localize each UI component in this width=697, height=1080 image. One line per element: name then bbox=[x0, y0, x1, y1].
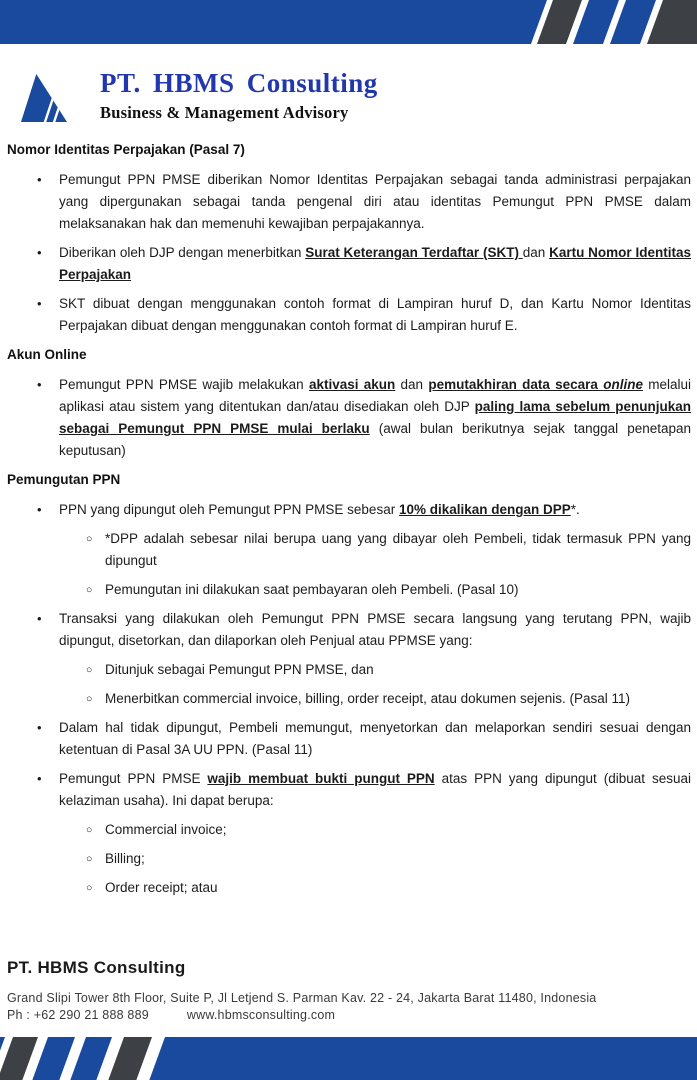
bullet-text: Commercial invoice; bbox=[105, 822, 227, 837]
footer-company-name: PT. HBMS Consulting bbox=[7, 958, 186, 977]
footer-address: Grand Slipi Tower 8th Floor, Suite P, Jl Letjend S. Parman Kav. 22 - 24, Jakarta Barat 11480, Indonesia bbox=[7, 991, 597, 1005]
diagonal-stripe bbox=[32, 1037, 75, 1080]
bullet-text: PPN yang dipungut oleh Pemungut PPN PMSE sebesar 10% dikalikan dengan DPP*. bbox=[59, 502, 580, 517]
bullet-circle-icon: ○ bbox=[86, 584, 93, 596]
bullet-circle-icon: ○ bbox=[86, 853, 93, 865]
document-body bbox=[0, 133, 697, 906]
footer-website: www.hbmsconsulting.com bbox=[186, 1008, 336, 1022]
diagonal-stripe bbox=[108, 1037, 152, 1080]
company-name: PT. HBMS Consulting bbox=[100, 68, 378, 98]
company-tagline: Business & Management Advisory bbox=[100, 103, 349, 122]
header-decoration-bar bbox=[0, 0, 697, 44]
bullet-disc-icon: • bbox=[37, 377, 42, 392]
bullet-text: Dalam hal tidak dipungut, Pembeli memungut, menyetorkan dan melaporkan sendiri sesuai dengan ketentuan di Pasal 3A UU PPN. (Pasal 11) bbox=[59, 720, 691, 757]
bullet-item bbox=[7, 717, 691, 761]
bullet-disc-icon: • bbox=[37, 720, 42, 735]
bullet-circle-icon: ○ bbox=[86, 664, 93, 676]
bullet-text: Pemungutan ini dilakukan saat pembayaran oleh Pembeli. (Pasal 10) bbox=[105, 582, 519, 597]
bullet-item bbox=[7, 242, 691, 286]
bullet-circle-icon: ○ bbox=[86, 882, 93, 894]
footer-decoration-bar bbox=[0, 1037, 697, 1080]
bullet-item bbox=[7, 608, 691, 652]
footer-contact-line bbox=[7, 1007, 690, 1024]
sub-bullet-item bbox=[7, 659, 691, 681]
bullet-text: Diberikan oleh DJP dengan menerbitkan Surat Keterangan Terdaftar (SKT) dan Kartu Nomor Identitas Perpajakan bbox=[59, 245, 691, 282]
diagonal-stripe bbox=[70, 1037, 112, 1080]
section-heading: Pemungutan PPN bbox=[7, 472, 121, 487]
letterhead bbox=[0, 44, 697, 136]
section-heading: Akun Online bbox=[7, 347, 87, 362]
bullet-text: Order receipt; atau bbox=[105, 880, 218, 895]
bullet-text: Billing; bbox=[105, 851, 145, 866]
bullet-item bbox=[7, 374, 691, 462]
sub-bullet-item bbox=[7, 877, 691, 899]
footer-main-blue-band bbox=[149, 1037, 697, 1080]
sub-bullet-item bbox=[7, 579, 691, 601]
bullet-circle-icon: ○ bbox=[86, 693, 93, 705]
sub-bullet-item bbox=[7, 688, 691, 710]
section-heading: Nomor Identitas Perpajakan (Pasal 7) bbox=[7, 142, 245, 157]
footer-phone: Ph : +62 290 21 888 889 bbox=[7, 1008, 149, 1022]
bullet-item bbox=[7, 293, 691, 337]
bullet-text: SKT dibuat dengan menggunakan contoh format di Lampiran huruf D, dan Kartu Nomor Identitas Perpajakan dibuat dengan menggunakan contoh format di Lampiran huruf E. bbox=[59, 296, 691, 333]
page-footer bbox=[7, 958, 690, 1024]
bullet-item bbox=[7, 768, 691, 812]
bullet-disc-icon: • bbox=[37, 296, 42, 311]
bullet-item bbox=[7, 169, 691, 235]
bullet-text: Ditunjuk sebagai Pemungut PPN PMSE, dan bbox=[105, 662, 374, 677]
header-main-blue-band bbox=[0, 0, 547, 44]
company-logo-icon bbox=[20, 66, 68, 130]
bullet-text: Pemungut PPN PMSE diberikan Nomor Identitas Perpajakan sebagai tanda administrasi perpajakan yang dipergunakan sebagai tanda pengenal diri atau identitas Pemungut PPN PMSE dalam melaksanakan hak dan memenuhi kewajiban perpajakannya. bbox=[59, 172, 691, 231]
sub-bullet-item bbox=[7, 819, 691, 841]
diagonal-stripe bbox=[0, 1037, 38, 1080]
bullet-text: Pemungut PPN PMSE wajib membuat bukti pungut PPN atas PPN yang dipungut (dibuat sesuai kelaziman usaha). Ini dapat berupa: bbox=[59, 771, 691, 808]
bullet-disc-icon: • bbox=[37, 502, 42, 517]
sub-bullet-item bbox=[7, 848, 691, 870]
sub-bullet-item bbox=[7, 528, 691, 572]
bullet-item bbox=[7, 499, 691, 521]
bullet-circle-icon: ○ bbox=[86, 533, 93, 545]
bullet-disc-icon: • bbox=[37, 771, 42, 786]
bullet-disc-icon: • bbox=[37, 172, 42, 187]
bullet-text: *DPP adalah sebesar nilai berupa uang yang dibayar oleh Pembeli, tidak termasuk PPN yang dipungut bbox=[105, 531, 691, 568]
bullet-text: Transaksi yang dilakukan oleh Pemungut PPN PMSE secara langsung yang terutang PPN, wajib dipungut, disetorkan, dan dilaporkan oleh Penjual atau PPMSE yang: bbox=[59, 611, 691, 648]
diagonal-stripe bbox=[647, 0, 697, 44]
bullet-disc-icon: • bbox=[37, 611, 42, 626]
bullet-text: Pemungut PPN PMSE wajib melakukan aktivasi akun dan pemutakhiran data secara online melalui aplikasi atau sistem yang ditentukan dan/atau disediakan oleh DJP paling lama sebelum penunjukan sebagai Pemungut PPN PMSE mulai berlaku (awal bulan berikutnya sejak tanggal penetapan keputusan) bbox=[59, 377, 692, 458]
bullet-disc-icon: • bbox=[37, 245, 42, 260]
bullet-text: Menerbitkan commercial invoice, billing, order receipt, atau dokumen sejenis. (Pasal 11) bbox=[105, 691, 630, 706]
bullet-circle-icon: ○ bbox=[86, 824, 93, 836]
